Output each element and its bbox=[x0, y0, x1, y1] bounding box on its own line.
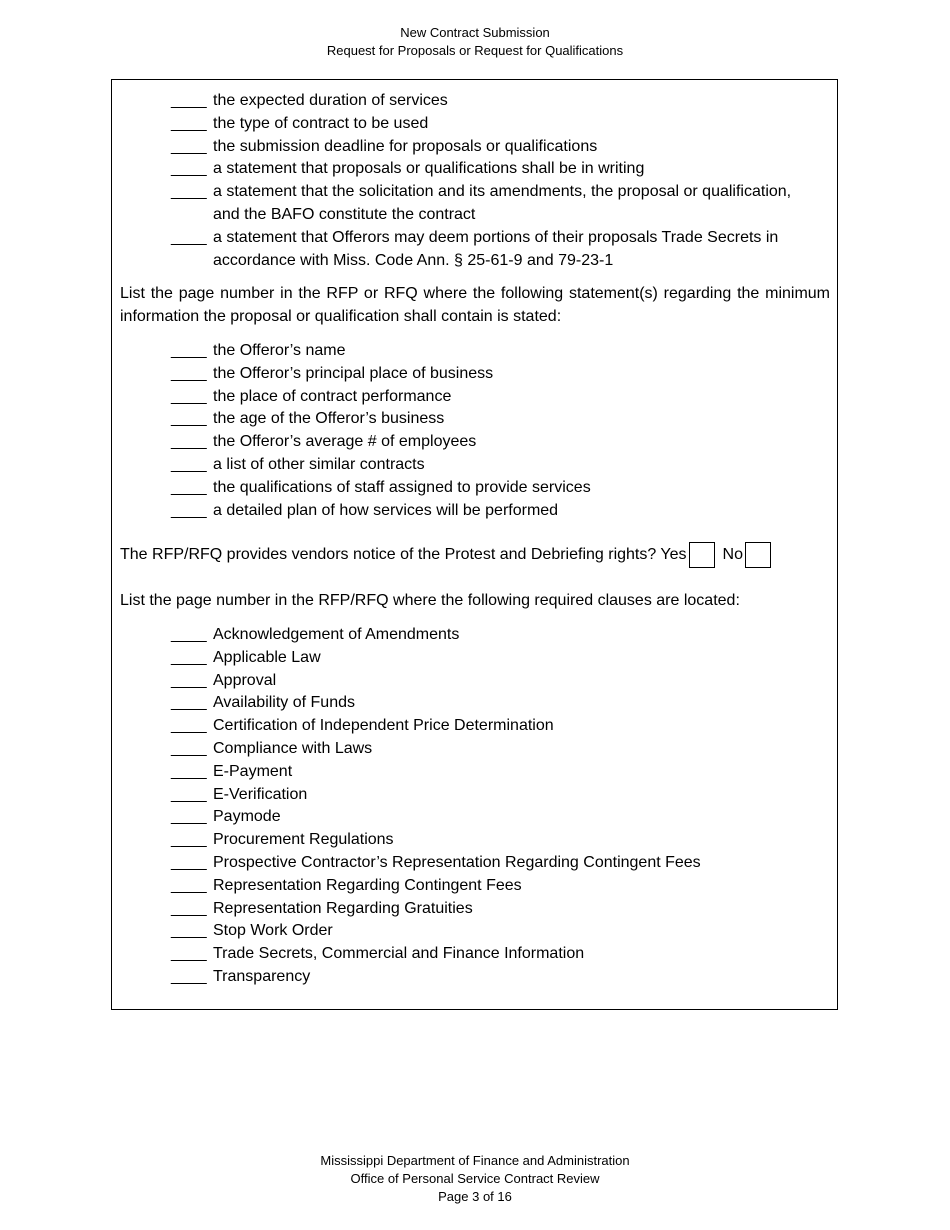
page-number-blank[interactable]: ____ bbox=[171, 967, 207, 985]
checklist-item-text: the age of the Offeror’s business bbox=[213, 410, 445, 428]
protest-question-text: The RFP/RFQ provides vendors notice of the Protest and Debriefing rights? Yes bbox=[120, 545, 687, 563]
checklist-item-text: E-Verification bbox=[213, 785, 308, 803]
checklist-item bbox=[171, 738, 837, 761]
checklist-item-text: the place of contract performance bbox=[213, 387, 452, 405]
checklist-item-text: a detailed plan of how services will be performed bbox=[213, 501, 559, 519]
checklist-item bbox=[171, 784, 837, 807]
checklist-item-text: Compliance with Laws bbox=[213, 739, 373, 757]
checklist-item bbox=[171, 136, 837, 159]
protest-debriefing-question bbox=[120, 542, 830, 568]
checklist-item-text: Representation Regarding Contingent Fees bbox=[213, 876, 522, 894]
page-number-blank[interactable]: ____ bbox=[171, 717, 207, 735]
checklist-item bbox=[171, 363, 837, 386]
page-number-blank[interactable]: ____ bbox=[171, 137, 207, 155]
checklist-item-text: the Offeror’s name bbox=[213, 342, 346, 359]
checklist-item bbox=[171, 227, 837, 273]
checklist-item-text: Representation Regarding Gratuities bbox=[213, 899, 473, 917]
page-number-blank[interactable]: ____ bbox=[171, 853, 207, 871]
checklist-item bbox=[171, 90, 837, 113]
checklist-item-text: a statement that proposals or qualifications shall be in writing bbox=[213, 160, 645, 178]
page-number-blank[interactable]: ____ bbox=[171, 92, 207, 109]
checklist-item bbox=[171, 647, 837, 670]
checklist-item-text: the expected duration of services bbox=[213, 92, 448, 109]
page-number-blank[interactable]: ____ bbox=[171, 785, 207, 803]
page-number-blank[interactable]: ____ bbox=[171, 410, 207, 428]
checklist-item-text: Prospective Contractor’s Representation Regarding Contingent Fees bbox=[213, 853, 701, 871]
checklist-item-text: a statement that Offerors may deem portions of their proposals Trade Secrets in accordance with Miss. Code Ann. § 25-61-9 and 79-23-1 bbox=[213, 228, 779, 269]
page-number-blank[interactable]: ____ bbox=[171, 228, 207, 246]
page-number-blank[interactable]: ____ bbox=[171, 433, 207, 451]
page-number-blank[interactable]: ____ bbox=[171, 762, 207, 780]
checklist-item-text: a statement that the solicitation and its amendments, the proposal or qualification, and the BAFO constitute the contract bbox=[213, 183, 792, 223]
checklist-item-text: Applicable Law bbox=[213, 648, 321, 666]
page-number-blank[interactable]: ____ bbox=[171, 899, 207, 917]
footer-office: Office of Personal Service Contract Review bbox=[350, 1171, 600, 1186]
page-number-blank[interactable]: ____ bbox=[171, 364, 207, 382]
page-number-blank[interactable]: ____ bbox=[171, 831, 207, 849]
page-number-blank[interactable]: ____ bbox=[171, 876, 207, 894]
checklist-item-text: the qualifications of staff assigned to provide services bbox=[213, 478, 591, 496]
page-number-blank[interactable]: ____ bbox=[171, 648, 207, 666]
checklist-item-text: Certification of Independent Price Determination bbox=[213, 717, 554, 735]
checklist-item-text: the type of contract to be used bbox=[213, 114, 429, 132]
checklist-item-text: Trade Secrets, Commercial and Finance Information bbox=[213, 945, 585, 963]
checklist-item-text: the Offeror’s principal place of business bbox=[213, 364, 494, 382]
header-title: New Contract Submission bbox=[400, 25, 550, 40]
page-number-blank[interactable]: ____ bbox=[171, 739, 207, 757]
minimum-info-list bbox=[112, 340, 837, 522]
checklist-item-text: the submission deadline for proposals or qualifications bbox=[213, 137, 598, 155]
page-number-blank[interactable]: ____ bbox=[171, 183, 207, 201]
checklist-item-text: E-Payment bbox=[213, 762, 293, 780]
page-number-blank[interactable]: ____ bbox=[171, 478, 207, 496]
page-number-blank[interactable]: ____ bbox=[171, 455, 207, 473]
checklist-item bbox=[171, 158, 837, 181]
checklist-item bbox=[171, 624, 837, 647]
page-number-blank[interactable]: ____ bbox=[171, 694, 207, 712]
checklist-item bbox=[171, 670, 837, 693]
checklist-item bbox=[171, 806, 837, 829]
checklist-item-text: Availability of Funds bbox=[213, 694, 355, 712]
contract-terms-list bbox=[112, 90, 837, 272]
checklist-item bbox=[171, 761, 837, 784]
checklist-item-text: Paymode bbox=[213, 808, 281, 826]
checklist-item bbox=[171, 875, 837, 898]
footer-agency: Mississippi Department of Finance and Administration bbox=[320, 1153, 630, 1168]
checklist-item bbox=[171, 692, 837, 715]
page-number-blank[interactable]: ____ bbox=[171, 626, 207, 643]
checklist-item bbox=[171, 943, 837, 966]
checklist-item bbox=[171, 715, 837, 738]
no-label: No bbox=[722, 545, 743, 563]
checklist-item bbox=[171, 477, 837, 500]
page-number: Page 3 of 16 bbox=[438, 1189, 512, 1204]
checklist-box bbox=[111, 79, 838, 1010]
checklist-item bbox=[171, 340, 837, 363]
checklist-item-text: Procurement Regulations bbox=[213, 831, 394, 849]
checklist-item bbox=[171, 113, 837, 136]
checklist-item-text: Approval bbox=[213, 671, 277, 689]
page-footer bbox=[0, 1152, 950, 1206]
page-header bbox=[0, 24, 950, 60]
required-clauses-instructions: List the page number in the RFP/RFQ where the following required clauses are located: bbox=[120, 592, 740, 609]
checklist-item bbox=[171, 920, 837, 943]
page-number-blank[interactable]: ____ bbox=[171, 114, 207, 132]
page-number-blank[interactable]: ____ bbox=[171, 671, 207, 689]
checklist-item bbox=[171, 431, 837, 454]
checklist-item bbox=[171, 500, 837, 523]
page-number-blank[interactable]: ____ bbox=[171, 945, 207, 963]
checklist-item-text: Transparency bbox=[213, 967, 311, 985]
required-clauses-list bbox=[112, 624, 837, 989]
checklist-item-text: Acknowledgement of Amendments bbox=[213, 626, 460, 643]
no-checkbox[interactable] bbox=[745, 542, 771, 568]
page-number-blank[interactable]: ____ bbox=[171, 387, 207, 405]
page-number-blank[interactable]: ____ bbox=[171, 160, 207, 178]
checklist-item-text: a list of other similar contracts bbox=[213, 455, 425, 473]
page-number-blank[interactable]: ____ bbox=[171, 501, 207, 519]
checklist-item bbox=[171, 386, 837, 409]
checklist-item bbox=[171, 181, 837, 227]
checklist-item-text: Stop Work Order bbox=[213, 922, 333, 940]
checklist-item bbox=[171, 408, 837, 431]
header-subtitle: Request for Proposals or Request for Qualifications bbox=[326, 43, 624, 58]
checklist-item bbox=[171, 966, 837, 989]
checklist-item bbox=[171, 898, 837, 921]
checklist-item bbox=[171, 852, 837, 875]
page-number-blank[interactable]: ____ bbox=[171, 808, 207, 826]
checklist-item-text: the Offeror’s average # of employees bbox=[213, 433, 477, 451]
minimum-info-instructions: List the page number in the RFP or RFQ where the following statement(s) regarding the minimum information the proposal or qualification shall contain is stated: bbox=[120, 285, 830, 325]
page-number-blank[interactable]: ____ bbox=[171, 922, 207, 940]
yes-checkbox[interactable] bbox=[689, 542, 715, 568]
checklist-item bbox=[171, 829, 837, 852]
page-number-blank[interactable]: ____ bbox=[171, 342, 207, 359]
checklist-item bbox=[171, 454, 837, 477]
